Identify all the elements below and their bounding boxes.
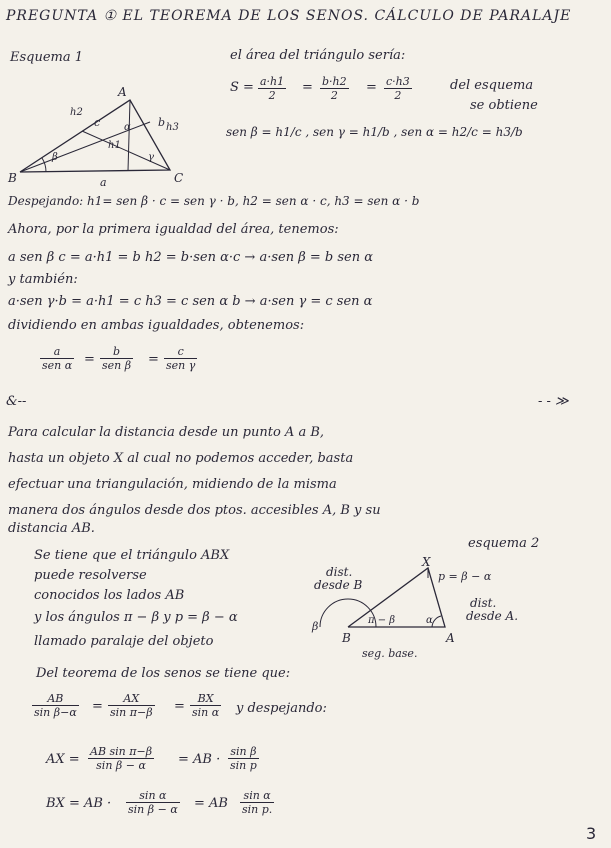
dist-a-2: desde A. bbox=[466, 609, 519, 623]
abx-frac-ab: AB sin β−α bbox=[34, 692, 77, 719]
side-b: b bbox=[158, 116, 166, 129]
bx-frac-1: sin α sin β − α bbox=[128, 789, 178, 816]
para1-line-1: Para calcular la distancia desde un punto A a B, bbox=[8, 425, 325, 440]
equation-2: a·sen γ·b = a·h1 = c h3 = c sen α b → a·sen γ = c sen α bbox=[8, 294, 373, 309]
scheme2-label: esquema 2 bbox=[468, 536, 540, 551]
dividiendo-line: dividiendo en ambas igualdades, obtenemos: bbox=[8, 318, 305, 333]
abx-frac-bx: BX sin α bbox=[192, 692, 220, 719]
angle-b-label: π − β bbox=[368, 615, 396, 626]
para1-line-3: efectuar una triangulación, midiendo de la misma bbox=[8, 477, 337, 492]
teorema-line: Del teorema de los senos se tiene que: bbox=[36, 666, 291, 681]
para1-line-4: manera dos ángulos desde dos ptos. accesibles A, B y su bbox=[8, 503, 381, 518]
para2-line-5: llamado paralaje del objeto bbox=[34, 634, 214, 649]
para2-line-4: y los ángulos π − β y p = β − α bbox=[34, 610, 238, 625]
area-s: S = bbox=[230, 80, 254, 95]
ahora-line: Ahora, por la primera igualdad del área, tenemos: bbox=[8, 222, 339, 237]
area-eq-2: = bbox=[366, 80, 377, 95]
beta-label: β bbox=[52, 152, 58, 163]
alpha-label: α bbox=[124, 122, 131, 133]
para2-line-3: conocidos los lados AB bbox=[34, 588, 185, 603]
area-intro: el área del triángulo sería: bbox=[230, 48, 406, 63]
vertex-b: B bbox=[8, 171, 17, 185]
vertex-b2: B bbox=[342, 631, 351, 645]
law-eq-2: = bbox=[148, 352, 159, 367]
para2-line-2: puede resolverse bbox=[34, 568, 147, 583]
bx-mid: = AB bbox=[194, 796, 228, 811]
h2-label: h2 bbox=[70, 107, 83, 118]
law-eq-1: = bbox=[84, 352, 95, 367]
base-label: seg. base. bbox=[362, 647, 418, 660]
ax-mid: = AB · bbox=[178, 752, 221, 767]
equation-1: a sen β c = a·h1 = b h2 = b·sen α·c → a·sen β = b sen α bbox=[8, 250, 373, 265]
para2-line-1: Se tiene que el triángulo ABX bbox=[34, 548, 230, 563]
separator-right: - - ≫ bbox=[538, 394, 569, 409]
sines-relations: sen β = h1/c , sen γ = h1/b , sen α = h2/c = h3/b bbox=[226, 125, 523, 139]
vertex-a2: A bbox=[446, 631, 455, 645]
tambien-line: y también: bbox=[8, 272, 78, 287]
para1-line-2: hasta un objeto X al cual no podemos acceder, basta bbox=[8, 451, 354, 466]
h3-label: h3 bbox=[166, 122, 179, 133]
abx-eq-1: = bbox=[92, 699, 103, 714]
despejando-line: Despejando: h1= sen β · c = sen γ · b, h2 = sen α · c, h3 = sen α · b bbox=[8, 194, 420, 208]
scheme2-beta: β bbox=[312, 620, 319, 633]
ax-frac-1: AB sin π−β sin β − α bbox=[90, 745, 153, 772]
abx-frac-ax: AX sin π−β bbox=[110, 692, 153, 719]
abx-eq-2: = bbox=[174, 699, 185, 714]
vertex-x: X bbox=[422, 555, 431, 569]
bx-lhs: BX = AB · bbox=[46, 796, 112, 811]
page-title: PREGUNTA ① EL TEOREMA DE LOS SENOS. CÁLCULO DE PARALAJE bbox=[6, 8, 572, 24]
side-a: a bbox=[100, 176, 107, 189]
law-frac-2: b sen β bbox=[102, 345, 132, 372]
scheme1-label: Esquema 1 bbox=[10, 50, 84, 65]
area-note-2: se obtiene bbox=[470, 98, 538, 113]
vertex-a: A bbox=[118, 85, 127, 99]
area-eq-1: = bbox=[302, 80, 313, 95]
ax-lhs: AX = bbox=[46, 752, 80, 767]
para1-line-5: distancia AB. bbox=[8, 521, 95, 536]
side-c: c bbox=[94, 116, 101, 129]
area-frac-2: b·h2 2 bbox=[322, 75, 347, 102]
dist-b-2: desde B bbox=[314, 578, 363, 592]
angle-a-label: α bbox=[426, 615, 433, 626]
parallax-label: p = β − α bbox=[438, 570, 492, 583]
area-frac-1: a·h1 2 bbox=[260, 75, 285, 102]
separator-left: &-- bbox=[6, 394, 27, 409]
gamma-label: γ bbox=[148, 152, 154, 163]
page-number: 3 bbox=[586, 824, 597, 843]
law-frac-3: c sen γ bbox=[166, 345, 196, 372]
h1-label: h1 bbox=[108, 140, 121, 151]
bx-frac-2: sin α sin p. bbox=[242, 789, 273, 816]
vertex-c: C bbox=[174, 171, 184, 185]
dist-b-1: dist. bbox=[326, 565, 353, 579]
law-frac-1: a sen α bbox=[42, 345, 73, 372]
despejando2-line: y despejando: bbox=[236, 701, 327, 716]
area-frac-3: c·h3 2 bbox=[386, 75, 410, 102]
area-note-1: del esquema bbox=[450, 78, 534, 93]
dist-a-1: dist. bbox=[470, 596, 497, 610]
ax-frac-2: sin β sin p bbox=[230, 745, 257, 772]
